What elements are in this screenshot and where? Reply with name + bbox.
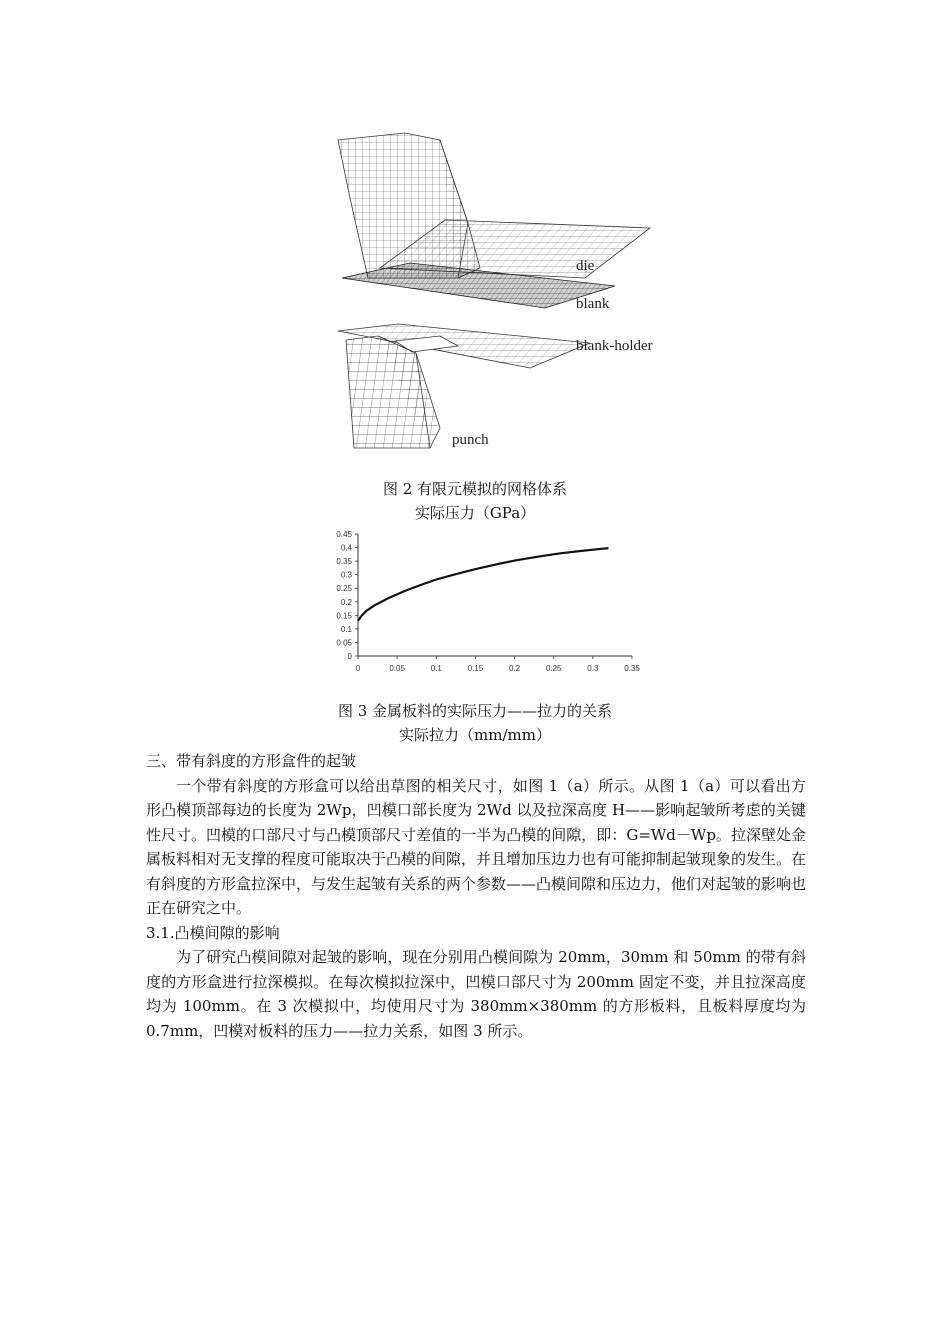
section-body — [146, 749, 806, 1043]
figure3-caption: 图 3 金属板料的实际压力——拉力的关系 — [337, 702, 613, 720]
y-tick-label: 0.4 — [340, 543, 352, 553]
y-tick-label: 0.35 — [336, 557, 352, 567]
x-tick-label: 0.3 — [587, 664, 599, 673]
section-paragraph-2: 为了研究凸模间隙对起皱的影响，现在分别用凸模间隙为 20mm，30mm 和 50mm 的带有斜度的方形盒进行拉深模拟。在每次模拟拉深中，凹模口部尺寸为 200mm 固定不变，并且拉深高度均为 100mm。在 3 次模拟中，均使用尺寸为 380mm×380mm 的方形板料，且板料厚度均为 0.7mm，凹模对板料的压力——拉力关系，如图 3 所示。 — [146, 948, 806, 1040]
blank-label: blank — [576, 296, 610, 312]
fem-mesh-drawing — [320, 128, 680, 460]
y-tick-label: 0.3 — [340, 570, 352, 580]
die-label: die — [576, 258, 595, 274]
y-tick-label: 0 — [347, 652, 352, 661]
stress-strain-curve — [358, 548, 609, 621]
chart-y-title: 实际压力（GPa） — [414, 504, 536, 522]
x-tick-label: 0.2 — [509, 664, 521, 673]
y-tick-label: 0.2 — [340, 597, 352, 607]
section-paragraph-1: 一个带有斜度的方形盒可以给出草图的相关尺寸，如图 1（a）所示。从图 1（a）可以看出方形凸模顶部每边的长度为 2Wp，凹模口部长度为 2Wd 以及拉深高度 H——影响起皱所考虑的关键性尺寸。凹模的口部尺寸与凸模顶部尺寸差值的一半为凸模的间隙，即：G=Wd－Wp。拉深壁处金属板料相对无支撑的程度可能取决于凸模的间隙，并且增加压边力也有可能抑制起皱现象的发生。在有斜度的方形盒拉深中，与发生起皱有关系的两个参数——凸模间隙和压边力，他们对起皱的影响也正在研究之中。 — [146, 776, 807, 917]
y-tick-label: 0.1 — [340, 624, 352, 634]
figure2-caption: 图 2 有限元模拟的网格体系 — [382, 480, 568, 498]
y-tick-label: 0.05 — [336, 638, 352, 648]
x-tick-label: 0.25 — [545, 664, 562, 673]
subsection-heading: 3.1.凸模间隙的影响 — [146, 923, 280, 942]
section-heading: 三、带有斜度的方形盒件的起皱 — [146, 752, 357, 770]
blank-holder-label: blank-holder — [576, 338, 653, 354]
die-mesh — [338, 133, 650, 278]
x-tick-label: 0.1 — [430, 664, 442, 673]
punch-mesh — [346, 336, 440, 448]
y-tick-label: 0.45 — [336, 530, 352, 539]
y-tick-label: 0.15 — [336, 611, 352, 621]
x-tick-label: 0 — [355, 664, 361, 673]
y-tick-label: 0.25 — [336, 584, 352, 594]
fem-mesh-figure — [320, 128, 680, 460]
x-tick-label: 0.05 — [389, 664, 405, 673]
stress-strain-chart — [326, 524, 644, 680]
x-tick-label: 0.35 — [624, 664, 640, 673]
chart-svg — [326, 524, 644, 680]
chart-x-title: 实际拉力（mm/mm） — [399, 726, 551, 744]
x-tick-label: 0.15 — [467, 664, 484, 673]
punch-label: punch — [452, 432, 489, 448]
